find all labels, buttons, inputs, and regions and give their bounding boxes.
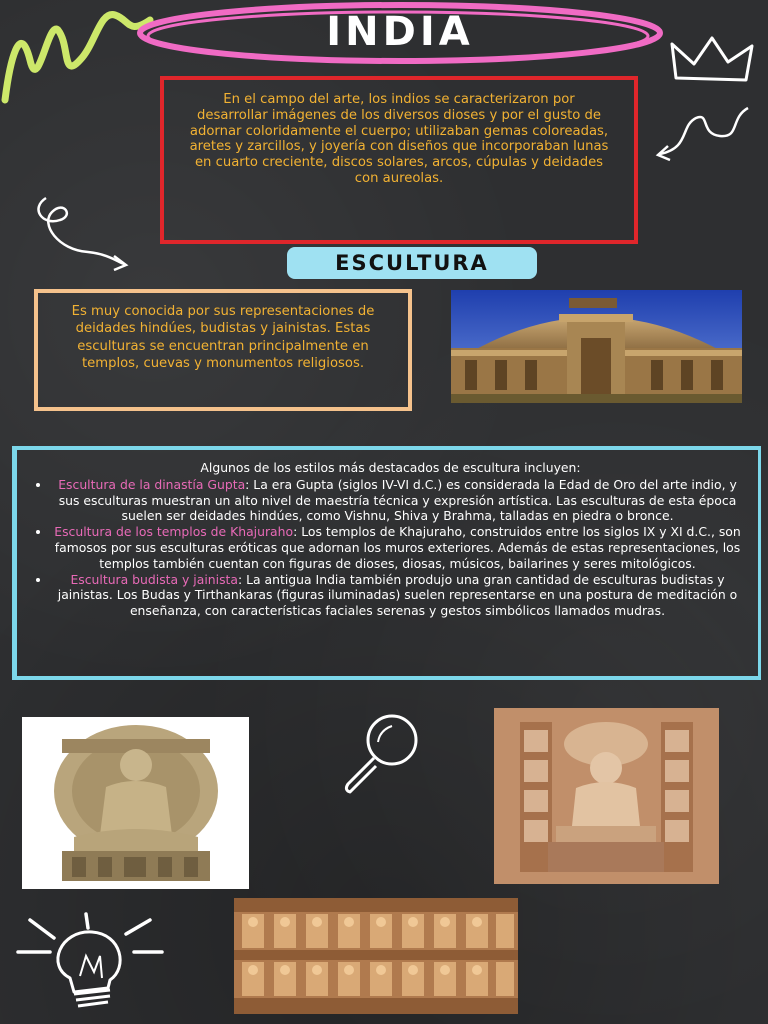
intro-text-box bbox=[160, 76, 638, 244]
stupa-photo bbox=[451, 290, 742, 403]
magnifier-icon bbox=[334, 706, 434, 798]
temple-relief-photo bbox=[234, 898, 518, 1014]
sculpture-text-box bbox=[34, 289, 412, 411]
style-text: La era Gupta (siglos IV-VI d.C.) es considerada la Edad de Oro del arte indio, y sus esculturas muestran un alto nivel de maestría técnica y expresión artística. Las esculturas de esta época suelen ser deidades hindúes, como Vishnu, Shiva y Brahma, talladas en piedra o bronce. bbox=[58, 476, 737, 524]
style-name: Escultura budista y jainista bbox=[70, 571, 238, 587]
page-title: INDIA bbox=[326, 9, 474, 55]
curly-arrow-icon bbox=[640, 98, 760, 168]
styles-text-box bbox=[12, 446, 761, 680]
list-item: • Escultura de la dinastía Gupta: La era Gupta (siglos IV-VI d.C.) es considerada la Edad de Oro del arte indio, y sus esculturas muestran un alto nivel de maestría técnica y expresión artística. Las esculturas de esta época suelen ser deidades hindúes, como Vishnu, Shiva y Brahma, talladas en piedra o bronce. bbox=[51, 477, 744, 524]
section-label: ESCULTURA bbox=[287, 247, 537, 279]
style-name: Escultura de la dinastía Gupta bbox=[58, 476, 246, 492]
buddha-statue-photo bbox=[22, 717, 249, 889]
style-name: Escultura de los templos de Khajuraho bbox=[54, 524, 294, 540]
styles-intro: Algunos de los estilos más destacados de escultura incluyen: bbox=[200, 460, 581, 475]
lightbulb-icon bbox=[12, 912, 172, 1016]
intro-text: En el campo del arte, los indios se caracterizaron por desarrollar imágenes de los diversos dioses y por el gusto de adornar coloridamente el cuerpo; utilizaban gemas coloreadas, aretes y zarcillos, y joyería con diseños que incorporaban lunas en cuarto creciente, discos solares, arcos, cúpulas y deidades con aureolas. bbox=[189, 92, 609, 186]
list-item: • Escultura de los templos de Khajuraho: Los templos de Khajuraho, construidos entre los siglos IX y XI d.C., son famosos por sus esculturas eróticas que adornan los muros exteriores. Además de estas representaciones, los templos también cuentan con figuras de dioses, diosas, músicos, bailarines y seres mitológicos. bbox=[51, 524, 744, 571]
jain-statue-photo bbox=[494, 708, 719, 884]
style-text: Los templos de Khajuraho, construidos entre los siglos IX y XI d.C., son famosos por sus esculturas eróticas que adornan los muros exteriores. Además de estas representaciones, los templos también cuentan con figuras de dioses, diosas, músicos, bailarines y seres mitológicos. bbox=[54, 524, 741, 571]
list-item: • Escultura budista y jainista: La antigua India también produjo una gran cantidad de esculturas budistas y jainistas. Los Budas y Tirthankaras (figuras iluminadas) suelen representarse en una postura de meditación o enseñanza, con características faciales serenas y gestos simbólicos llamados mudras. bbox=[51, 572, 744, 619]
styles-list bbox=[37, 477, 744, 619]
curly-arrow-icon bbox=[28, 190, 138, 275]
style-text: La antigua India también produjo una gran cantidad de esculturas budistas y jainistas. Los Budas y Tirthankaras (figuras iluminadas) suelen representarse en una postura de meditación o enseñanza, con características faciales serenas y gestos simbólicos llamados mudras. bbox=[57, 571, 738, 619]
sculpture-text: Es muy conocida por sus representaciones de deidades hindúes, budistas y jainistas. Estas esculturas se encuentran principalmente en templos, cuevas y monumentos religiosos. bbox=[71, 304, 375, 371]
crown-icon bbox=[668, 30, 758, 90]
